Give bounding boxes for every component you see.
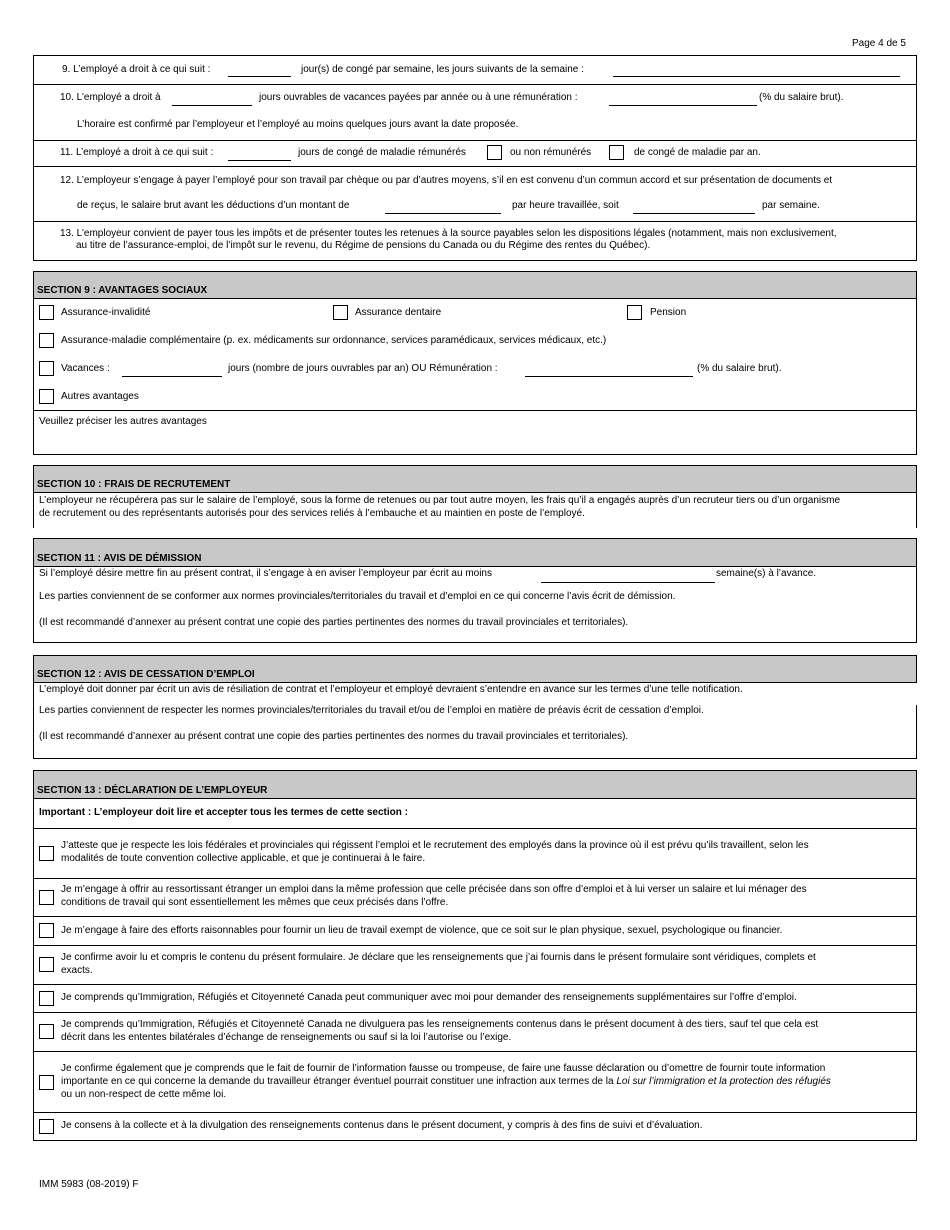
declaration4-line1: Je confirme avoir lu et compris le contenu du présent formulaire. Je déclare que les renseignements que j’ai fournis dans le présent formulaire sont véridiques, complets et	[61, 952, 816, 963]
item11-suffix: de congé de maladie par an.	[634, 147, 761, 158]
declaration7-line2-text: importante en ce qui concerne la demande du travailleur étranger éventuel pourrait constituer une infraction aux termes de la	[61, 1076, 614, 1087]
other-benefits-specify-label: Veuillez préciser les autres avantages	[39, 416, 207, 427]
item11-label: 11. L’employé a droit à ce qui suit :	[60, 147, 214, 158]
form-code: IMM 5983 (08-2019) F	[39, 1179, 139, 1190]
item10-percent-field[interactable]	[609, 105, 757, 106]
section11-text-line1: Si l’employé désire mettre fin au présent contrat, il s’engage à en aviser l’employeur par écrit au moins	[39, 568, 492, 579]
section10-header	[33, 465, 917, 493]
dental-label: Assurance dentaire	[355, 307, 442, 318]
other-benefits-specify-field[interactable]	[34, 428, 916, 454]
declaration7-checkbox[interactable]	[39, 1075, 54, 1090]
health-checkbox[interactable]	[39, 333, 54, 348]
section12-text-line3: (Il est recommandé d’annexer au présent contrat une copie des parties pertinentes des normes du travail provinciales et territoriales).	[39, 731, 629, 742]
item11-text: jours de congé de maladie rémunérés	[298, 147, 466, 158]
disability-checkbox[interactable]	[39, 305, 54, 320]
declaration4-line2: exacts.	[61, 965, 93, 976]
declaration7-line3: ou un non-respect de cette même loi.	[61, 1089, 227, 1100]
item13-line1: 13. L’employeur convient de payer tous les impôts et de présenter toutes les retenues à la source payables selon les dispositions légales (notamment, mais non exclusivement,	[60, 228, 837, 239]
vacation-checkbox[interactable]	[39, 361, 54, 376]
item10-note: L’horaire est confirmé par l’employeur et l’employé au moins quelques jours avant la date proposée.	[77, 119, 519, 130]
vacation-text: jours (nombre de jours ouvrables par an) OU Rémunération :	[228, 363, 498, 374]
item9-days-field[interactable]	[228, 76, 291, 77]
declaration4-checkbox[interactable]	[39, 957, 54, 972]
section10-title: SECTION 10 : FRAIS DE RECRUTEMENT	[37, 479, 231, 490]
disability-label: Assurance-invalidité	[61, 307, 151, 318]
other-benefits-checkbox[interactable]	[39, 389, 54, 404]
item9-weekdays-field[interactable]	[613, 76, 900, 77]
section12-header	[33, 655, 917, 683]
item13-line2: au titre de l’assurance-emploi, de l’impôt sur le revenu, du Régime de pensions du Canada ou du Régime des rentes du Québec).	[76, 240, 651, 251]
declaration6-line1: Je comprends qu’Immigration, Réfugiés et Citoyenneté Canada ne divulguera pas les renseignements contenus dans le présent document à des tiers, sauf tel que cela est	[61, 1019, 819, 1030]
section11-text-line2: Les parties conviennent de se conformer aux normes provinciales/territoriales du travail et d’emploi en ce qui concerne l’avis écrit de démission.	[39, 591, 676, 602]
item12-line2: de reçus, le salaire brut avant les déductions d’un montant de	[77, 200, 350, 211]
section9-header	[33, 271, 917, 299]
declaration2-checkbox[interactable]	[39, 890, 54, 905]
item10-label: 10. L’employé a droit à	[60, 92, 161, 103]
declaration5-checkbox[interactable]	[39, 991, 54, 1006]
section13-important: Important : L’employeur doit lire et accepter tous les termes de cette section :	[39, 807, 408, 818]
section11-title: SECTION 11 : AVIS DE DÉMISSION	[37, 553, 202, 564]
item10-suffix: (% du salaire brut).	[759, 92, 844, 103]
item12-line1: 12. L’employeur s’engage à payer l’employé pour son travail par chèque ou par d’autres moyens, s’il en est convenu d’un commun accord et sur présentation de documents et	[60, 175, 833, 186]
section12-text-line2: Les parties conviennent de respecter les normes provinciales/territoriales du travail et/ou de l’emploi en matière de préavis écrit de cessation d’emploi.	[39, 705, 704, 716]
item10-text: jours ouvrables de vacances payées par année ou à une rémunération :	[259, 92, 578, 103]
declaration2-line1: Je m’engage à offrir au ressortissant étranger un emploi dans la même profession que celle précisée dans son offre d’emploi et à lui verser un salaire et lui ménager des	[61, 884, 807, 895]
section13-header	[33, 770, 917, 799]
declaration8-checkbox[interactable]	[39, 1119, 54, 1134]
vacation-label: Vacances :	[61, 363, 110, 374]
section11-header	[33, 538, 917, 567]
declaration3-checkbox[interactable]	[39, 923, 54, 938]
declaration7-line2	[61, 1076, 831, 1088]
item9-text: jour(s) de congé par semaine, les jours suivants de la semaine :	[301, 64, 584, 75]
declaration7-act-title: Loi sur l’immigration et la protection des réfugiés	[616, 1076, 831, 1087]
section12-title: SECTION 12 : AVIS DE CESSATION D’EMPLOI	[37, 669, 255, 680]
dental-checkbox[interactable]	[333, 305, 348, 320]
declaration1-line1: J’atteste que je respecte les lois fédérales et provinciales qui régissent l’emploi et le recrutement des employés dans la province où il est prévu qu’ils travaillent, selon les	[61, 840, 809, 851]
other-benefits-label: Autres avantages	[61, 391, 139, 402]
section10-text-line1: L’employeur ne récupérera pas sur le salaire de l’employé, sous la forme de retenues ou par tout autre moyen, les frais qu’il a engagés auprès d’un recruteur tiers ou d’un organisme	[39, 495, 841, 506]
section11-text-line3: (Il est recommandé d’annexer au présent contrat une copie des parties pertinentes des normes du travail provinciales et territoriales).	[39, 617, 629, 628]
declaration8-text: Je consens à la collecte et à la divulgation des renseignements contenus dans le présent document, y compris à des fins de suivi et d’évaluation.	[61, 1120, 703, 1131]
health-label: Assurance-maladie complémentaire (p. ex. médicaments sur ordonnance, services paramédicaux, services médicaux, etc.)	[61, 335, 607, 346]
page-number: Page 4 de 5	[852, 38, 906, 49]
vacation-suffix: (% du salaire brut).	[697, 363, 782, 374]
section12-text-line1: L’employé doit donner par écrit un avis de résiliation de contrat et l’employeur et employé devraient s’entendre en avance sur les termes d’une telle notification.	[39, 684, 743, 695]
item12-suffix: par semaine.	[762, 200, 820, 211]
item11-unpaid-label: ou non rémunérés	[510, 147, 592, 158]
section10-text-line2: de recrutement ou des représentants autorisés pour des services reliés à l’embauche et au maintien en poste de l’employé.	[39, 508, 585, 519]
pension-checkbox[interactable]	[627, 305, 642, 320]
declaration2-line2: conditions de travail qui sont essentiellement les mêmes que ceux précisés dans l’offre.	[61, 897, 449, 908]
resignation-weeks-field[interactable]	[541, 582, 715, 583]
declaration1-line2: modalités de toute convention collective applicable, et que je continuerai à le faire.	[61, 853, 426, 864]
item10-days-field[interactable]	[172, 105, 252, 106]
declaration5-text: Je comprends qu’Immigration, Réfugiés et Citoyenneté Canada peut communiquer avec moi pour demander des renseignements supplémentaires sur l’offre d’emploi.	[61, 992, 797, 1003]
declaration6-line2: décrit dans les ententes bilatérales d’échange de renseignements ou sauf si la loi l’autorise ou l’exige.	[61, 1032, 512, 1043]
vacation-days-field[interactable]	[122, 376, 222, 377]
pension-label: Pension	[650, 307, 687, 318]
section9-title: SECTION 9 : AVANTAGES SOCIAUX	[37, 285, 208, 296]
item11-days-field[interactable]	[228, 160, 291, 161]
declaration3-text: Je m’engage à faire des efforts raisonnables pour fournir un lieu de travail exempt de violence, que ce soit sur le plan physique, sexuel, psychologique ou financier.	[61, 925, 783, 936]
item12-hourly-field[interactable]	[385, 213, 501, 214]
declaration7-line1: Je confirme également que je comprends que le fait de fournir de l’information fausse ou trompeuse, de faire une fausse déclaration ou d’omettre de fournir toute information	[61, 1063, 826, 1074]
section11-text-suffix: semaine(s) à l’avance.	[716, 568, 817, 579]
item11-unpaid-checkbox[interactable]	[609, 145, 624, 160]
item11-paid-checkbox[interactable]	[487, 145, 502, 160]
declaration1-checkbox[interactable]	[39, 846, 54, 861]
section13-title: SECTION 13 : DÉCLARATION DE L’EMPLOYEUR	[37, 785, 268, 796]
item12-weekly-field[interactable]	[633, 213, 755, 214]
declaration6-checkbox[interactable]	[39, 1024, 54, 1039]
vacation-percent-field[interactable]	[525, 376, 693, 377]
item12-mid: par heure travaillée, soit	[512, 200, 619, 211]
item9-label: 9. L’employé a droit à ce qui suit :	[62, 64, 211, 75]
